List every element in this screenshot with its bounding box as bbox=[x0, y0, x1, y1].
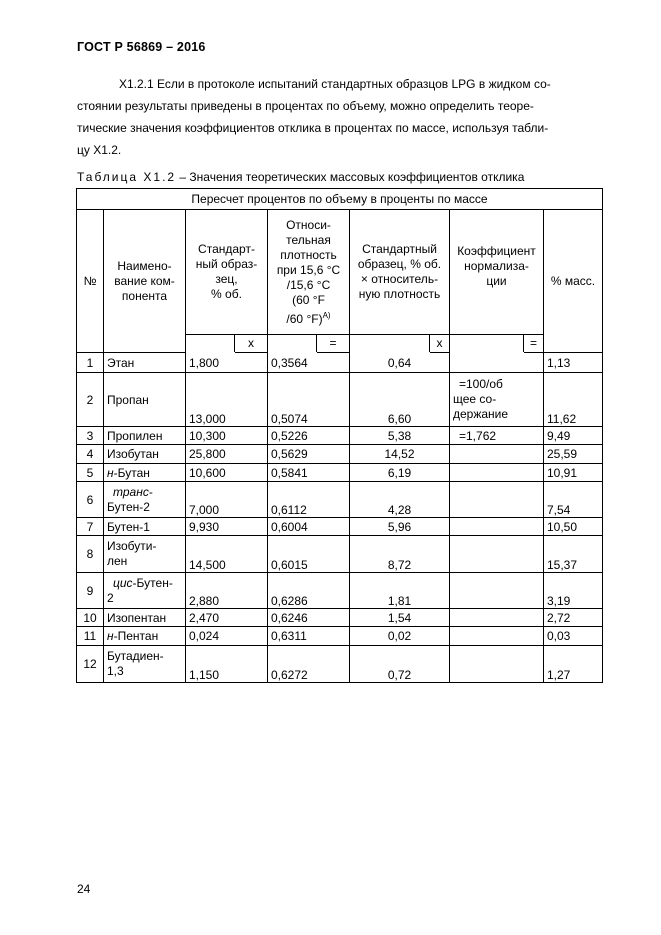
footnote-marker: А) bbox=[322, 310, 331, 320]
table-row: 8 Изобути- лен 14,500 0,6015 8,72 15,37 bbox=[77, 536, 603, 573]
paragraph-line: цу X1.2. bbox=[77, 143, 122, 157]
paragraph-line: X1.2.1 Если в протоколе испытаний стандартных образцов LPG в жидком со- bbox=[119, 77, 551, 91]
table-row: 3 Пропилен 10,300 0,5226 5,38 =1,762 9,49 bbox=[77, 427, 603, 445]
header-component-name: Наимено- вание ком- понента bbox=[104, 210, 186, 353]
operator-equals: = bbox=[317, 335, 350, 353]
table-row: 10 Изопентан 2,470 0,6246 1,54 2,72 bbox=[77, 609, 603, 627]
table-row: 2 Пропан 13,000 0,5074 6,60 =100/об щее со- держание 11,62 bbox=[77, 373, 603, 427]
table-row: 4 Изобутан 25,800 0,5629 14,52 25,59 bbox=[77, 445, 603, 464]
table-row: 5 н-Бутан 10,600 0,5841 6,19 10,91 bbox=[77, 464, 603, 482]
paragraph-line: стоянии результаты приведены в процентах по объему, можно определить теоре- bbox=[77, 99, 534, 113]
header-number: № bbox=[77, 210, 104, 353]
table-row: 1 Этан 1,800 0,3564 0,64 1,13 bbox=[77, 353, 603, 373]
table-row: 6 транс- Бутен-2 7,000 0,6112 4,28 7,54 bbox=[77, 482, 603, 518]
document-header: ГОСТ Р 56869 – 2016 bbox=[77, 40, 206, 54]
table-row: 9 цис-Бутен- 2 2,880 0,6286 1,81 3,19 bbox=[77, 573, 603, 609]
header-standard-vol: Стандарт- ный образ- зец, % об. bbox=[186, 210, 268, 335]
paragraph-x1-2-1 bbox=[77, 73, 605, 161]
header-mass-percent: % масс. bbox=[544, 210, 603, 353]
operator-equals: = bbox=[524, 335, 544, 353]
table-row: 12 Бутадиен- 1,3 1,150 0,6272 0,72 1,27 bbox=[77, 646, 603, 683]
paragraph-line: тические значения коэффициентов отклика в процентах по массе, используя табли- bbox=[77, 121, 549, 135]
normalization-formula: =100/об щее со- держание bbox=[450, 373, 544, 427]
page-number: 24 bbox=[77, 882, 91, 896]
table-title: Пересчет процентов по объему в проценты по массе bbox=[77, 189, 603, 210]
operator-multiply: x bbox=[430, 335, 450, 353]
table-caption-label: Таблица X1.2 bbox=[77, 170, 177, 184]
conversion-table bbox=[76, 188, 603, 683]
header-relative-density: Относи- тельная плотность при 15,6 °C /15,6 °C (60 °F /60 °F)$^{А)}$ bbox=[268, 210, 350, 335]
header-product: Стандартный образец, % об. × относитель- ную плотность bbox=[350, 210, 450, 335]
table-caption bbox=[77, 170, 524, 184]
operator-multiply: x bbox=[235, 335, 268, 353]
table-row: 7 Бутен-1 9,930 0,6004 5,96 10,50 bbox=[77, 518, 603, 536]
normalization-value: =1,762 bbox=[450, 427, 544, 445]
table-caption-text: – Значения теоретических массовых коэффициентов отклика bbox=[176, 170, 525, 184]
table-row: 11 н-Пентан 0,024 0,6311 0,02 0,03 bbox=[77, 627, 603, 646]
header-normalization: Коэффициент нормализа- ции bbox=[450, 210, 544, 335]
